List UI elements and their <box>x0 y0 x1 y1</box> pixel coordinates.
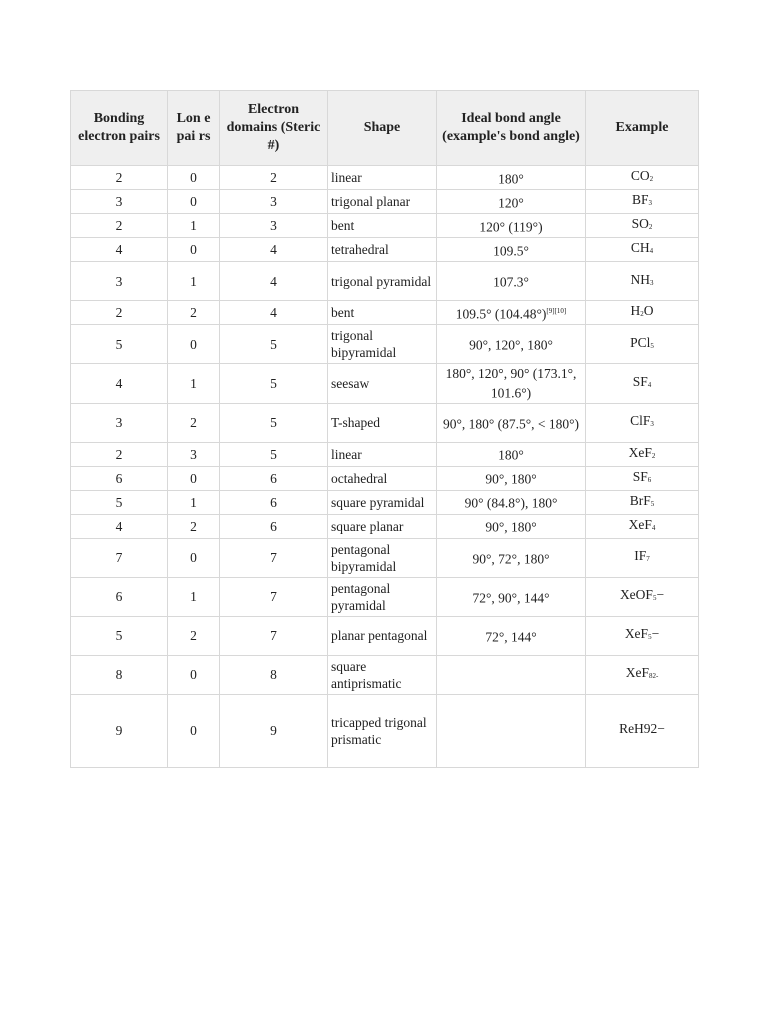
lone-pairs-cell: 0 <box>168 238 220 262</box>
lone-pairs-cell: 2 <box>168 514 220 538</box>
table-row <box>71 166 699 190</box>
bonding-pairs-cell: 8 <box>71 655 168 694</box>
bonding-pairs-cell: 6 <box>71 466 168 490</box>
formula-text: XeF <box>624 626 649 641</box>
formula-text: SO <box>631 216 649 231</box>
electron-domains-cell: 5 <box>220 442 328 466</box>
header-shape: Shape <box>328 91 437 166</box>
bonding-pairs-cell: 2 <box>71 301 168 325</box>
example-cell <box>586 403 699 442</box>
bond-angle-cell <box>437 403 586 442</box>
electron-domains-cell: 2 <box>220 166 328 190</box>
lone-pairs-cell: 2 <box>168 403 220 442</box>
bond-angle-cell <box>437 214 586 238</box>
formula-suffix: − <box>651 626 660 641</box>
example-cell <box>586 655 699 694</box>
example-cell <box>586 514 699 538</box>
bond-angle-cell <box>437 514 586 538</box>
lone-pairs-cell: 1 <box>168 577 220 616</box>
bonding-pairs-cell: 2 <box>71 214 168 238</box>
formula-text: BrF <box>629 492 651 508</box>
bonding-pairs-cell: 5 <box>71 490 168 514</box>
bond-angle-text: 90° (84.8°), 180° <box>464 495 558 511</box>
bond-angle-cell <box>437 262 586 301</box>
formula-subscript: 2 <box>640 310 644 318</box>
bond-angle-cell <box>437 364 586 404</box>
formula-text: ClF <box>630 413 651 428</box>
formula-subscript: 3 <box>650 420 654 428</box>
bond-angle-cell <box>437 694 586 767</box>
formula-subscript: 5 <box>652 594 657 602</box>
shape-cell: square antiprismatic <box>328 655 437 694</box>
shape-cell: square planar <box>328 514 437 538</box>
electron-domains-cell: 4 <box>220 262 328 301</box>
bond-angle-cell <box>437 466 586 490</box>
example-cell <box>586 325 699 364</box>
lone-pairs-cell: 0 <box>168 325 220 364</box>
bond-angle-text: 120° <box>498 195 524 211</box>
electron-domains-cell: 9 <box>220 694 328 767</box>
bonding-pairs-cell: 3 <box>71 190 168 214</box>
lone-pairs-cell: 0 <box>168 166 220 190</box>
bond-angle-text: 180°, 120°, 90° (173.1°, 101.6°) <box>445 366 577 401</box>
electron-domains-cell: 7 <box>220 577 328 616</box>
example-cell <box>586 214 699 238</box>
electron-domains-cell: 5 <box>220 403 328 442</box>
table-row <box>71 577 699 616</box>
electron-domains-cell: 7 <box>220 538 328 577</box>
formula-subscript: 2 <box>649 175 654 183</box>
shape-cell: linear <box>328 166 437 190</box>
bonding-pairs-cell: 6 <box>71 577 168 616</box>
bond-angle-text: 180° <box>498 447 524 463</box>
vsepr-table <box>70 90 699 768</box>
example-cell <box>586 538 699 577</box>
electron-domains-cell: 6 <box>220 490 328 514</box>
formula-subscript: 2 <box>648 223 653 231</box>
bonding-pairs-cell: 2 <box>71 166 168 190</box>
example-cell <box>586 577 699 616</box>
formula-suffix: − <box>656 587 665 602</box>
reference-marker: [9][10] <box>546 306 567 315</box>
bonding-pairs-cell: 4 <box>71 364 168 404</box>
example-cell <box>586 466 699 490</box>
bond-angle-text: 72°, 90°, 144° <box>472 590 550 606</box>
electron-domains-cell: 6 <box>220 514 328 538</box>
shape-cell: trigonal bipyramidal <box>328 325 437 364</box>
shape-cell: T-shaped <box>328 403 437 442</box>
electron-domains-cell: 4 <box>220 238 328 262</box>
formula-subscript: 5 <box>650 341 654 350</box>
table-row <box>71 694 699 767</box>
lone-pairs-cell: 0 <box>168 538 220 577</box>
lone-pairs-cell: 0 <box>168 190 220 214</box>
formula-text: IF <box>634 548 647 563</box>
formula-text: NH <box>630 271 650 287</box>
example-cell <box>586 364 699 404</box>
header-row <box>71 91 699 166</box>
table-row <box>71 490 699 514</box>
formula-text: XeF <box>628 516 652 532</box>
bond-angle-cell <box>437 166 586 190</box>
table-row <box>71 442 699 466</box>
bonding-pairs-cell: 3 <box>71 403 168 442</box>
shape-cell: pentagonal bipyramidal <box>328 538 437 577</box>
bond-angle-text: 90°, 120°, 180° <box>469 337 553 353</box>
table-row <box>71 403 699 442</box>
formula-text: XeOF <box>619 587 653 602</box>
bonding-pairs-cell: 9 <box>71 694 168 767</box>
lone-pairs-cell: 0 <box>168 466 220 490</box>
table-body <box>71 166 699 768</box>
bond-angle-text: 120° (119°) <box>479 219 543 235</box>
formula-subscript: 3 <box>648 199 652 207</box>
example-cell <box>586 262 699 301</box>
header-bonding-pairs: Bonding electron pairs <box>71 91 168 166</box>
bond-angle-text: 90°, 180° <box>485 471 537 487</box>
bond-angle-text: 90°, 180° <box>485 519 537 535</box>
shape-cell: pentagonal pyramidal <box>328 577 437 616</box>
shape-cell: square pyramidal <box>328 490 437 514</box>
formula-text: BF <box>631 192 649 207</box>
lone-pairs-cell: 1 <box>168 490 220 514</box>
header-example: Example <box>586 91 699 166</box>
table-row <box>71 364 699 404</box>
electron-domains-cell: 6 <box>220 466 328 490</box>
header-bond-angle: Ideal bond angle (example's bond angle) <box>437 91 586 166</box>
header-lone-pairs: Lon e pai rs <box>168 91 220 166</box>
electron-domains-cell: 3 <box>220 190 328 214</box>
formula-text: XeF <box>628 444 652 460</box>
bonding-pairs-cell: 2 <box>71 442 168 466</box>
formula-text: CH <box>630 240 650 255</box>
shape-cell: planar pentagonal <box>328 616 437 655</box>
bond-angle-cell <box>437 238 586 262</box>
lone-pairs-cell: 2 <box>168 616 220 655</box>
formula-subscript: 7 <box>646 555 650 563</box>
shape-cell: trigonal planar <box>328 190 437 214</box>
formula-subscript: 5 <box>650 499 655 508</box>
electron-domains-cell: 7 <box>220 616 328 655</box>
bond-angle-text: 90°, 72°, 180° <box>472 551 550 567</box>
lone-pairs-cell: 0 <box>168 694 220 767</box>
example-cell <box>586 694 699 767</box>
formula-text: SF <box>632 373 648 389</box>
formula-subscript: 4 <box>647 380 652 389</box>
table-row <box>71 214 699 238</box>
electron-domains-cell: 4 <box>220 301 328 325</box>
shape-cell: bent <box>328 214 437 238</box>
formula-subscript: 5 <box>648 633 652 641</box>
table-row <box>71 262 699 301</box>
example-cell <box>586 190 699 214</box>
table-row <box>71 325 699 364</box>
table-row <box>71 616 699 655</box>
formula-subscript: 82- <box>648 672 659 680</box>
formula-text: XeF <box>625 665 649 680</box>
bond-angle-cell <box>437 616 586 655</box>
bonding-pairs-cell: 4 <box>71 238 168 262</box>
formula-subscript: 4 <box>649 247 654 255</box>
bond-angle-cell <box>437 442 586 466</box>
lone-pairs-cell: 1 <box>168 262 220 301</box>
lone-pairs-cell: 1 <box>168 214 220 238</box>
table-row <box>71 238 699 262</box>
bond-angle-cell <box>437 301 586 325</box>
formula-text: ReH92− <box>619 721 665 736</box>
bond-angle-cell <box>437 538 586 577</box>
lone-pairs-cell: 1 <box>168 364 220 404</box>
bond-angle-text: 109.5° (104.48°) <box>455 306 547 322</box>
shape-cell: linear <box>328 442 437 466</box>
shape-cell: seesaw <box>328 364 437 404</box>
shape-cell: tricapped trigonal prismatic <box>328 694 437 767</box>
formula-suffix: O <box>643 303 654 318</box>
electron-domains-cell: 5 <box>220 364 328 404</box>
electron-domains-cell: 8 <box>220 655 328 694</box>
bonding-pairs-cell: 5 <box>71 616 168 655</box>
electron-domains-cell: 5 <box>220 325 328 364</box>
bond-angle-text: 107.3° <box>493 274 529 290</box>
bond-angle-cell <box>437 325 586 364</box>
formula-subscript: 3 <box>650 278 654 287</box>
formula-subscript: 6 <box>647 475 652 484</box>
lone-pairs-cell: 2 <box>168 301 220 325</box>
bonding-pairs-cell: 3 <box>71 262 168 301</box>
bond-angle-text: 109.5° <box>493 243 529 259</box>
bond-angle-text: 180° <box>498 171 524 187</box>
formula-text: H <box>630 303 641 318</box>
bond-angle-text: 90°, 180° (87.5°, < 180°) <box>442 416 580 432</box>
table-row <box>71 466 699 490</box>
bonding-pairs-cell: 7 <box>71 538 168 577</box>
formula-text: CO <box>630 168 650 183</box>
table-row <box>71 514 699 538</box>
example-cell <box>586 166 699 190</box>
lone-pairs-cell: 3 <box>168 442 220 466</box>
bond-angle-cell <box>437 190 586 214</box>
formula-subscript: 4 <box>651 523 656 532</box>
formula-text: PCl <box>630 334 651 350</box>
shape-cell: bent <box>328 301 437 325</box>
electron-domains-cell: 3 <box>220 214 328 238</box>
example-cell <box>586 616 699 655</box>
example-cell <box>586 238 699 262</box>
table-row <box>71 190 699 214</box>
bonding-pairs-cell: 4 <box>71 514 168 538</box>
table-row <box>71 655 699 694</box>
example-cell <box>586 490 699 514</box>
example-cell <box>586 442 699 466</box>
shape-cell: tetrahedral <box>328 238 437 262</box>
header-electron-domains: Electron domains (Steric #) <box>220 91 328 166</box>
bonding-pairs-cell: 5 <box>71 325 168 364</box>
bond-angle-text: 72°, 144° <box>485 629 537 645</box>
table-row <box>71 538 699 577</box>
formula-text: SF <box>632 468 648 484</box>
lone-pairs-cell: 0 <box>168 655 220 694</box>
shape-cell: octahedral <box>328 466 437 490</box>
shape-cell: trigonal pyramidal <box>328 262 437 301</box>
example-cell <box>586 301 699 325</box>
formula-subscript: 2 <box>651 451 656 460</box>
bond-angle-cell <box>437 577 586 616</box>
table-row <box>71 301 699 325</box>
bond-angle-cell <box>437 655 586 694</box>
bond-angle-cell <box>437 490 586 514</box>
